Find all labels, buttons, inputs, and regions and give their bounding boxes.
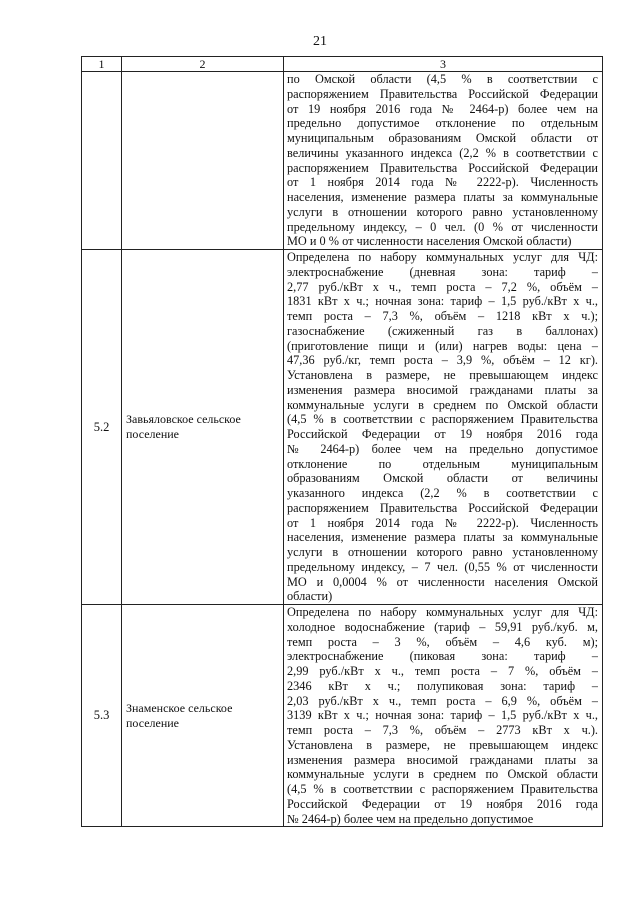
- description-line: Установлена в размере, не превышающем индекс: [287, 368, 598, 382]
- description-line: (4,5 % в соответствии с распоряжением Правительства: [287, 412, 598, 427]
- description-line: (приготовление пищи и (или) нагрев воды: цена –: [287, 338, 598, 353]
- description-line: величины указанного индекса (2,2 % в соответствии с: [287, 145, 598, 160]
- settlement-name: Завьяловское сельское поселение: [122, 250, 284, 605]
- description-line: МО и 0,0004 % от численности населения Омской: [287, 574, 598, 589]
- header-cell-3: 3: [284, 57, 603, 72]
- description-line: Определена по набору коммунальных услуг для ЧД:: [287, 605, 598, 619]
- row-number: 5.3: [82, 605, 122, 827]
- description-line: по Омской области (4,5 % в соответствии с: [287, 72, 598, 86]
- row-number: [82, 72, 122, 250]
- description-line: изменения размера вносимой гражданами платы за: [287, 382, 598, 397]
- description-line: 47,36 руб./кг, темп роста – 3,9 %, объём – 12 кг).: [287, 353, 598, 368]
- description-line: электроснабжение (дневная зона: тариф –: [287, 264, 598, 279]
- row-number: 5.2: [82, 250, 122, 605]
- description-line: предельному индексу, – 0 чел. (0 % от численности: [287, 219, 598, 234]
- description-line: образованиям Омской области от величины: [287, 471, 598, 486]
- description-line: коммунальные услуги в среднем по Омской области: [287, 397, 598, 412]
- description-line: услуги в отношении которого равно установленному: [287, 204, 598, 219]
- table-header-row: [82, 57, 603, 72]
- table-row: [82, 72, 603, 250]
- description-line: от 1 ноября 2014 года № 2222-р). Численность: [287, 175, 598, 190]
- description-line: муниципальным образованиям Омской области от: [287, 131, 598, 145]
- description-line: 1831 кВт х ч.; ночная зона: тариф – 1,5 руб./кВт х ч.,: [287, 294, 598, 309]
- settlement-name: [122, 72, 284, 250]
- description-line: темп роста – 7,3 %, объём – 2773 кВт х ч.).: [287, 723, 598, 737]
- description-line: электроснабжение (пиковая зона: тариф –: [287, 649, 598, 664]
- description-line: от 19 ноября 2016 года № 2464-р) более чем на: [287, 101, 598, 116]
- description-line: области): [287, 589, 333, 604]
- description-line: МО и 0 % от численности населения Омской области): [287, 234, 572, 249]
- table-row: [82, 250, 603, 605]
- description-line: 2,03 руб./кВт х ч., темп роста – 6,9 %, объём –: [287, 693, 598, 708]
- table-row: [82, 605, 603, 827]
- description-line: указанного индекса (2,2 % в соответствии с: [287, 486, 598, 500]
- description-line: № 2464-р) более чем на предельно допустимое: [287, 811, 534, 826]
- page-number: 21: [313, 34, 327, 49]
- description-line: населения, изменение размера платы за коммунальные: [287, 190, 598, 204]
- description-line: газоснабжение (сжиженный газ в баллонах): [287, 323, 598, 338]
- description-line: Определена по набору коммунальных услуг для ЧД:: [287, 250, 598, 264]
- row-description: [284, 605, 603, 827]
- description-line: 2,99 руб./кВт х ч., темп роста – 7 %, объём –: [287, 664, 598, 678]
- description-line: № 2464-р) более чем на предельно допустимое: [287, 441, 598, 456]
- description-line: предельно допустимое отклонение по отдельным: [287, 116, 598, 131]
- description-line: 2,77 руб./кВт х ч., темп роста – 7,2 %, объём –: [287, 279, 598, 294]
- description-line: предельному индексу, – 7 чел. (0,55 % от численности: [287, 559, 598, 574]
- row-description: [284, 72, 603, 250]
- row-description: [284, 250, 603, 605]
- description-line: распоряжением Правительства Российской Федерации: [287, 500, 598, 515]
- header-cell-2: 2: [122, 57, 284, 72]
- description-line: (4,5 % в соответствии с распоряжением Правительства: [287, 782, 598, 796]
- description-line: изменения размера вносимой гражданами платы за: [287, 752, 598, 767]
- description-line: отклонение по отдельным муниципальным: [287, 456, 598, 471]
- description-line: распоряжением Правительства Российской Федерации: [287, 86, 598, 101]
- description-line: от 1 ноября 2014 года № 2222-р). Численность: [287, 515, 598, 530]
- description-line: услуги в отношении которого равно установленному: [287, 545, 598, 559]
- data-table: [81, 56, 603, 827]
- description-line: распоряжением Правительства Российской Федерации: [287, 160, 598, 175]
- description-line: населения, изменение размера платы за коммунальные: [287, 530, 598, 545]
- settlement-name: Знаменское сельское поселение: [122, 605, 284, 827]
- description-line: Установлена в размере, не превышающем индекс: [287, 737, 598, 752]
- description-line: Российской Федерации от 19 ноября 2016 года: [287, 796, 598, 811]
- description-line: темп роста – 3 %, объём – 4,6 куб. м);: [287, 634, 598, 649]
- description-line: коммунальные услуги в среднем по Омской области: [287, 767, 598, 782]
- header-cell-1: 1: [82, 57, 122, 72]
- description-line: 2346 кВт х ч.; полупиковая зона: тариф –: [287, 678, 598, 693]
- description-line: Российской Федерации от 19 ноября 2016 года: [287, 427, 598, 441]
- description-line: холодное водоснабжение (тариф – 59,91 руб./куб. м,: [287, 619, 598, 634]
- description-line: темп роста – 7,3 %, объём – 1218 кВт х ч.);: [287, 309, 598, 323]
- description-line: 3139 кВт х ч.; ночная зона: тариф – 1,5 руб./кВт х ч.,: [287, 708, 598, 723]
